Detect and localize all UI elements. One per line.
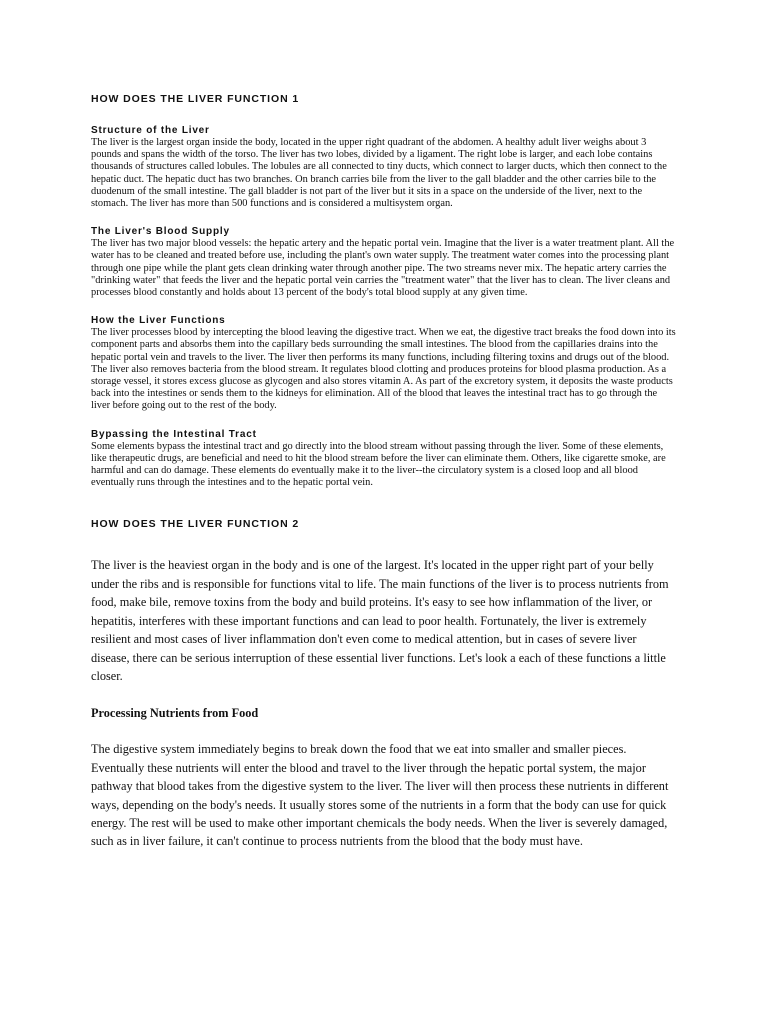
- section-heading: How the Liver Functions: [91, 315, 226, 327]
- section-blood-supply: [91, 225, 677, 299]
- part2-title: HOW DOES THE LIVER FUNCTION 2: [91, 518, 300, 531]
- section-body: The liver processes blood by intercepting the blood leaving the digestive tract. When we eat, the digestive tract breaks the food down into its component parts and absorbs them into the capillary beds surrounding the small intestines. The blood from the capillaries drains into the hepatic portal vein and travels to the liver. The liver then performs its many functions, including filtering toxins and drugs out of the blood. The liver also removes bacteria from the blood stream. It regulates blood clotting and produces proteins for blood plasma production. As a storage vessel, it stores excess glucose as glycogen and also stores vitamin A. As part of the excretory system, it deposits the waste products back into the intestines or sends them to the kidneys for elimination. All of the blood that leaves the intestinal tract has to go through the liver before going out to the rest of the body.: [91, 327, 676, 412]
- part2-subheading: Processing Nutrients from Food: [91, 706, 259, 721]
- section-body: Some elements bypass the intestinal tract and go directly into the blood stream without passing through the liver. Some of these elements, like therapeutic drugs, are beneficial and need to hit the blood stream before the liver can eliminate them. Others, like cigarette smoke, are harmful and can do damage. These elements do eventually make it to the liver--the circulatory system is a closed loop and all blood eventually runs through the intestines and to the hepatic portal vein.: [91, 440, 666, 489]
- section-structure: [91, 124, 677, 210]
- section-how-functions: [91, 314, 677, 412]
- part2-intro: The liver is the heaviest organ in the body and is one of the largest. It's located in the upper right part of your belly under the ribs and is responsible for functions vital to life. The main functions of the liver is to process nutrients from food, make bile, remove toxins from the body and build proteins. It's easy to see how inflammation of the liver, or hepatitis, interferes with these important functions and can lead to poor health. Fortunately, the liver is extremely resilient and most cases of liver inflammation don't even come to medical attention, but in cases of severe liver disease, there can be serious interruption of these essential liver functions. Let's look a each of these functions a little closer.: [91, 558, 669, 683]
- part1-title: HOW DOES THE LIVER FUNCTION 1: [91, 93, 300, 105]
- section-heading: The Liver's Blood Supply: [91, 226, 230, 238]
- section-heading: Bypassing the Intestinal Tract: [91, 428, 257, 440]
- document-page: [91, 92, 677, 851]
- part2-body: The digestive system immediately begins to break down the food that we eat into smaller and smaller pieces. Eventually these nutrients will enter the blood and travel to the liver through the hepatic portal system, the major pathway that blood takes from the digestive system to the liver. The liver will then process these nutrients in different ways, depending on the body's needs. It usually stores some of the nutrients in a form that the body can use for quick energy. The rest will be used to make other important chemicals the body needs. When the liver is severely damaged, such as in liver failure, it can't continue to process nutrients from the blood that the body must have.: [91, 742, 669, 849]
- section-body: The liver is the largest organ inside the body, located in the upper right quadrant of the abdomen. A healthy adult liver weighs about 3 pounds and spans the width of the torso. The liver has two lobes, divided by a ligament. The right lobe is larger, and each lobe contains thousands of structures called lobules. The lobules are all connected to tiny ducts, which connect to larger ducts, which then connect to the hepatic duct. The hepatic duct has two branches. On branch carries bile from the liver to the gall bladder and the other carries bile to the duodenum of the small intestine. The gall bladder is not part of the liver but it sits in a space on the underside of the liver, next to the stomach. The liver has more than 500 functions and is considered a multisystem organ.: [91, 137, 667, 210]
- section-body: The liver has two major blood vessels: the hepatic artery and the hepatic portal vein. Imagine that the liver is a water treatment plant. All the water has to be cleaned and treated before use, including the plant's own water supply. The treatment water comes into the processing plant through one pipe while the plant gets clean drinking water through another pipe. The two streams never mix. The hepatic artery carries the "drinking water" that feeds the liver and the hepatic portal vein carries the "treatment water" that the liver has to clean. The liver cleans and processes blood constantly and holds about 13 percent of the body's total blood supply at any given time.: [91, 238, 675, 299]
- section-heading: Structure of the Liver: [91, 125, 210, 136]
- section-bypassing: [91, 428, 677, 490]
